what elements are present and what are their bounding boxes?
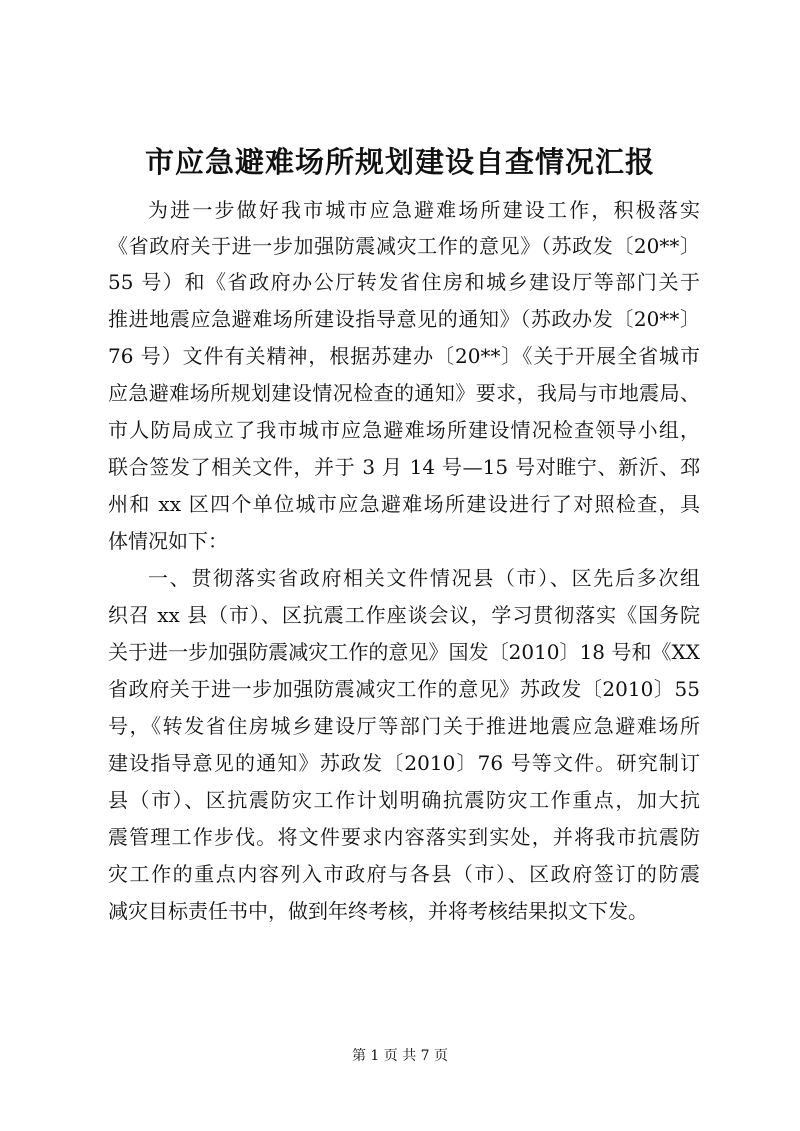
paragraph-2-line-8: 震管理工作步伐。将文件要求内容落实到实处，并将我市抗震防 xyxy=(108,825,700,849)
paragraph-1-line-7: 市人防局成立了我市城市应急避难场所建设情况检查领导小组， xyxy=(108,418,700,442)
paragraph-2-line-5: 号，《转发省住房城乡建设厅等部门关于推进地震应急避难场所 xyxy=(108,714,700,738)
document-title: 市应急避难场所规划建设自查情况汇报 xyxy=(144,145,655,179)
paragraph-2-line-2: 织召 xx 县（市）、区抗震工作座谈会议，学习贯彻落实《国务院 xyxy=(108,603,700,627)
paragraph-2-line-4: 省政府关于进一步加强防震减灾工作的意见》苏政发〔2010〕55 xyxy=(108,677,700,701)
paragraph-1-line-4: 推进地震应急避难场所建设指导意见的通知》（苏政办发〔20**〕 xyxy=(108,307,700,331)
page-number-footer: 第 1 页 共 7 页 xyxy=(351,1048,449,1064)
paragraph-1-line-5: 76 号）文件有关精神，根据苏建办〔20**〕《关于开展全省城市 xyxy=(108,344,700,368)
paragraph-2-line-3: 关于进一步加强防震减灾工作的意见》国发〔2010〕18 号和《XX xyxy=(108,640,700,664)
paragraph-2-line-7: 县（市）、区抗震防灾工作计划明确抗震防灾工作重点，加大抗 xyxy=(108,788,700,812)
paragraph-1-line-10: 体情况如下： xyxy=(108,529,228,553)
paragraph-1-line-8: 联合签发了相关文件，并于 3 月 14 号—15 号对睢宁、新沂、邳 xyxy=(108,455,700,479)
paragraph-1-line-3: 55 号）和《省政府办公厅转发省住房和城乡建设厅等部门关于 xyxy=(108,270,700,294)
paragraph-2-line-6: 建设指导意见的通知》苏政发〔2010〕76 号等文件。研究制订 xyxy=(108,751,700,775)
paragraph-1-line-9: 州和 xx 区四个单位城市应急避难场所建设进行了对照检查，具 xyxy=(108,492,700,516)
paragraph-1-line-2: 《省政府关于进一步加强防震减灾工作的意见》（苏政发〔20**〕 xyxy=(108,234,700,258)
paragraph-2-line-10: 减灾目标责任书中，做到年终考核，并将考核结果拟文下发。 xyxy=(108,899,648,923)
paragraph-1-line-1: 为进一步做好我市城市应急避难场所建设工作，积极落实 xyxy=(148,198,700,222)
paragraph-2-line-1: 一、贯彻落实省政府相关文件情况县（市）、区先后多次组 xyxy=(148,566,700,590)
paragraph-1-line-6: 应急避难场所规划建设情况检查的通知》要求，我局与市地震局、 xyxy=(108,381,700,405)
paragraph-2-line-9: 灾工作的重点内容列入市政府与各县（市）、区政府签订的防震 xyxy=(108,862,700,886)
